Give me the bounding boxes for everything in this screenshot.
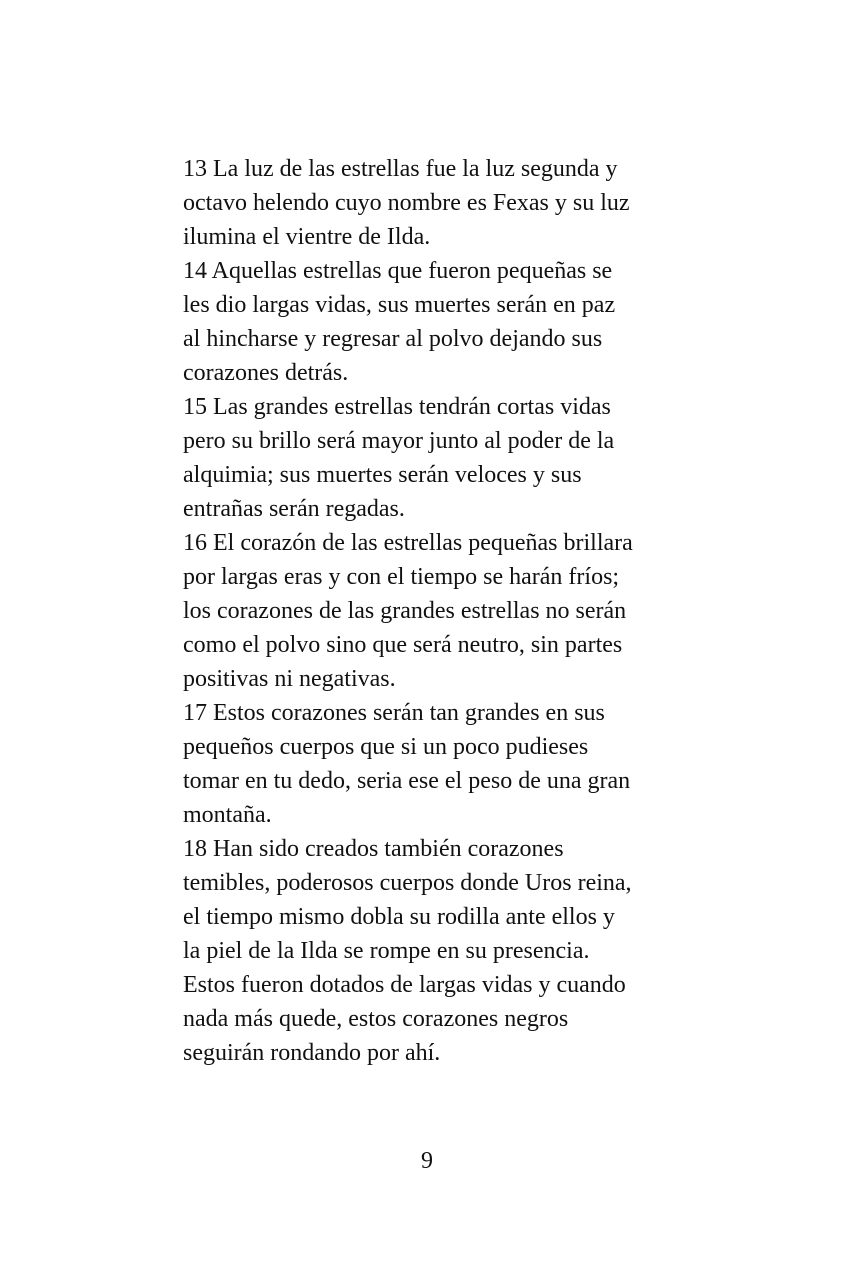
text-line: 13 La luz de las estrellas fue la luz segunda y (183, 156, 618, 182)
page-number: 9 (421, 1148, 433, 1174)
text-line: 14 Aquellas estrellas que fueron pequeñas se (183, 258, 613, 284)
text-line: 17 Estos corazones serán tan grandes en sus (183, 700, 605, 726)
text-line: entrañas serán regadas. (183, 496, 405, 522)
text-line: les dio largas vidas, sus muertes serán en paz (183, 292, 616, 318)
text-line: 16 El corazón de las estrellas pequeñas brillara (183, 530, 633, 556)
text-line: el tiempo mismo dobla su rodilla ante ellos y (183, 904, 615, 930)
text-line: la piel de la Ilda se rompe en su presencia. (183, 938, 590, 964)
text-line: positivas ni negativas. (183, 666, 396, 692)
text-line: pequeños cuerpos que si un poco pudieses (183, 734, 589, 760)
text-line: temibles, poderosos cuerpos donde Uros reina, (183, 870, 632, 896)
text-line: 18 Han sido creados también corazones (183, 836, 564, 862)
text-line: seguirán rondando por ahí. (183, 1040, 441, 1066)
text-line: por largas eras y con el tiempo se harán fríos; (183, 564, 620, 590)
body-text (183, 152, 683, 1070)
text-line: como el polvo sino que será neutro, sin partes (183, 632, 623, 658)
text-line: tomar en tu dedo, seria ese el peso de una gran (183, 768, 631, 794)
text-line: corazones detrás. (183, 360, 349, 386)
text-line: ilumina el vientre de Ilda. (183, 224, 431, 250)
text-line: alquimia; sus muertes serán veloces y sus (183, 462, 582, 488)
text-line: montaña. (183, 802, 272, 828)
text-line: 15 Las grandes estrellas tendrán cortas vidas (183, 394, 611, 420)
text-line: pero su brillo será mayor junto al poder de la (183, 428, 615, 454)
text-line: nada más quede, estos corazones negros (183, 1006, 569, 1032)
text-line: los corazones de las grandes estrellas no serán (183, 598, 627, 624)
text-line: octavo helendo cuyo nombre es Fexas y su luz (183, 190, 630, 216)
text-line: Estos fueron dotados de largas vidas y cuando (183, 972, 626, 998)
text-line: al hincharse y regresar al polvo dejando sus (183, 326, 603, 352)
